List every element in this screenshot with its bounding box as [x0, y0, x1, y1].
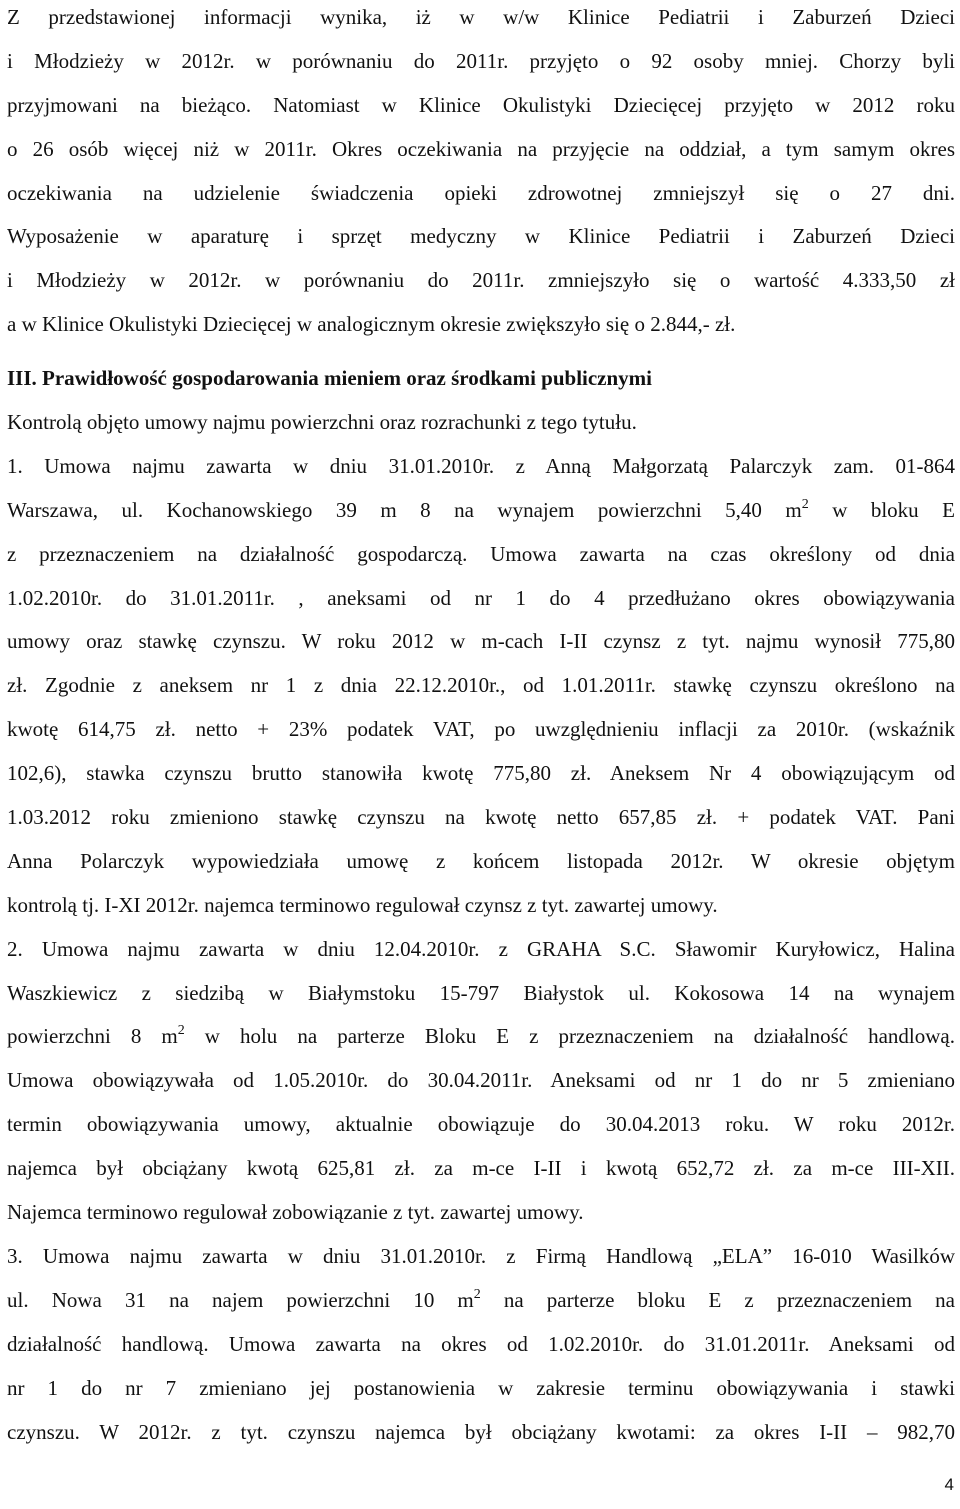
text-line [7, 489, 955, 533]
lease-item-2 [7, 928, 955, 1235]
superscript: 2 [473, 1286, 481, 1302]
text-line: kontrolą tj. I-XI 2012r. najemca terminowo regulował czynsz z tyt. zawartej umowy. [7, 892, 718, 917]
text-line: nr 1 do nr 7 zmieniano jej postanowienia w zakresie terminu obowiązywania i stawki [7, 1375, 955, 1400]
document-page [7, 0, 955, 1454]
paragraph-spacer [7, 347, 955, 357]
text-line: a w Klinice Okulistyki Dziecięcej w analogicznym okresie zwiększyło się o 2.844,- zł. [7, 312, 736, 337]
text-line: 1. Umowa najmu zawarta w dniu 31.01.2010r. z Anną Małgorzatą Palarczyk zam. 01-864 [7, 453, 955, 478]
text-line [7, 1279, 955, 1323]
text-line: Anna Polarczyk wypowiedziała umowę z końcem listopada 2012r. W okresie objętym [7, 848, 955, 873]
text-fragment: Warszawa, ul. Kochanowskiego 39 m 8 na wynajem powierzchni 5,40 m [7, 497, 802, 522]
text-line: najemca był obciążany kwotą 625,81 zł. za m-ce I-II i kwotą 652,72 zł. za m-ce III-XII. [7, 1156, 955, 1181]
superscript: 2 [801, 496, 809, 512]
text-line: 102,6), stawka czynszu brutto stanowiła kwotę 775,80 zł. Aneksem Nr 4 obowiązującym od [7, 761, 955, 786]
paragraph-hospital-admissions [7, 0, 955, 347]
text-line: Umowa obowiązywała od 1.05.2010r. do 30.04.2011r. Aneksami od nr 1 do nr 5 zmieniano [7, 1068, 955, 1093]
text-line: czynszu. W 2012r. z tyt. czynszu najemca był obciążany kwotami: za okres I-II – 982,70 [7, 1419, 955, 1444]
text-line: 1.03.2012 roku zmieniono stawkę czynszu na kwotę netto 657,85 zł. + podatek VAT. Pani [7, 805, 955, 830]
text-line: oczekiwania na udzielenie świadczenia opieki zdrowotnej zmniejszył się o 27 dni. [7, 180, 955, 205]
text-fragment: ul. Nowa 31 na najem powierzchni 10 m [7, 1287, 474, 1312]
text-line [7, 1015, 955, 1059]
text-fragment: powierzchni 8 m [7, 1024, 178, 1049]
lease-item-3 [7, 1235, 955, 1454]
text-line: umowy oraz stawkę czynszu. W roku 2012 w m-cach I-II czynsz z tyt. najmu wynosił 775,80 [7, 629, 955, 654]
text-line: Waszkiewicz z siedzibą w Białymstoku 15-797 Białystok ul. Kokosowa 14 na wynajem [7, 980, 955, 1005]
text-line: przyjmowani na bieżąco. Natomiast w Klinice Okulistyki Dziecięcej przyjęto w 2012 roku [7, 92, 955, 117]
text-line: 2. Umowa najmu zawarta w dniu 12.04.2010r. z GRAHA S.C. Sławomir Kuryłowicz, Halina [7, 936, 955, 961]
text-line: Z przedstawionej informacji wynika, iż w w/w Klinice Pediatrii i Zaburzeń Dzieci [7, 5, 955, 29]
text-line: termin obowiązywania umowy, aktualnie obowiązuje do 30.04.2013 roku. W roku 2012r. [7, 1112, 955, 1137]
text-fragment: w bloku E [808, 497, 955, 522]
page-number: 4 [944, 1475, 954, 1494]
text-line: kwotę 614,75 zł. netto + 23% podatek VAT, po uwzględnieniu inflacji za 2010r. (wskaźnik [7, 717, 955, 742]
text-line: działalność handlową. Umowa zawarta na okres od 1.02.2010r. do 31.01.2011r. Aneksami od [7, 1331, 955, 1356]
text-line: zł. Zgodnie z aneksem nr 1 z dnia 22.12.2010r., od 1.01.2011r. stawkę czynszu określono na [7, 673, 955, 698]
text-line: Wyposażenie w aparaturę i sprzęt medyczny w Klinice Pediatrii i Zaburzeń Dzieci [7, 224, 955, 249]
lease-item-1 [7, 445, 955, 928]
text-line: o 26 osób więcej niż w 2011r. Okres oczekiwania na przyjęcie na oddział, a tym samym okres [7, 136, 955, 161]
text-line: i Młodzieży w 2012r. w porównaniu do 2011r. przyjęto o 92 osoby mniej. Chorzy byli [7, 48, 955, 73]
text-line: Najemca terminowo regulował zobowiązanie z tyt. zawartej umowy. [7, 1200, 584, 1225]
text-fragment: na parterze bloku E z przeznaczeniem na [480, 1287, 955, 1312]
text-line: 3. Umowa najmu zawarta w dniu 31.01.2010r. z Firmą Handlową „ELA” 16-010 Wasilków [7, 1243, 955, 1268]
superscript: 2 [177, 1023, 185, 1039]
section-heading: III. Prawidłowość gospodarowania mieniem oraz środkami publicznymi [7, 366, 653, 391]
section-intro: Kontrolą objęto umowy najmu powierzchni oraz rozrachunki z tego tytułu. [7, 410, 637, 435]
text-fragment: w holu na parterze Bloku E z przeznaczeniem na działalność handlową. [184, 1024, 955, 1049]
text-line: i Młodzieży w 2012r. w porównaniu do 2011r. zmniejszyło się o wartość 4.333,50 zł [7, 268, 955, 293]
text-line: z przeznaczeniem na działalność gospodarczą. Umowa zawarta na czas określony od dnia [7, 541, 955, 566]
text-line: 1.02.2010r. do 31.01.2011r. , aneksami od nr 1 do 4 przedłużano okres obowiązywania [7, 585, 955, 610]
